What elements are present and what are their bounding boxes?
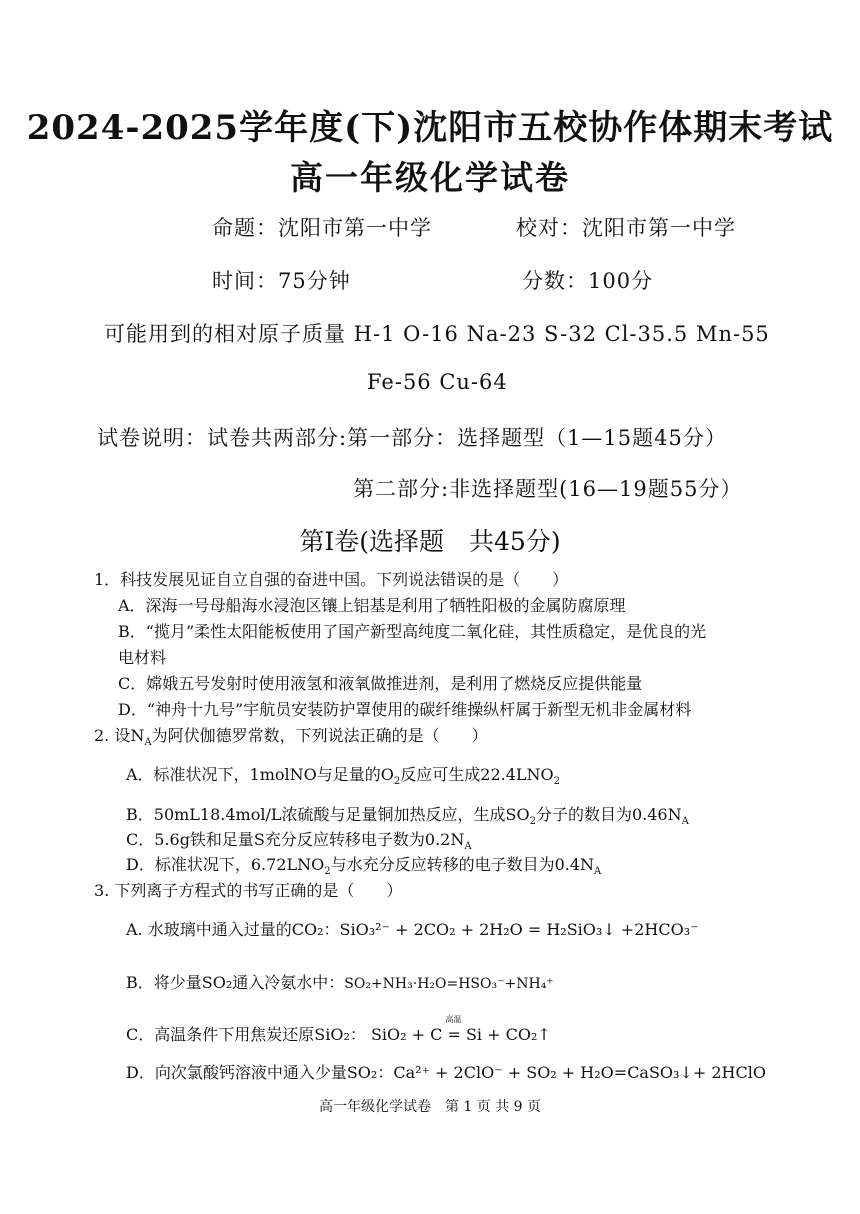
option-b-cont: 电材料 xyxy=(118,648,167,667)
reviewer-line: 校对：沈阳市第一中学 xyxy=(516,216,736,240)
option-c: C．高温条件下用焦炭还原SiO₂： SiO₂ + C 高温 = Si + CO₂↑ xyxy=(126,1015,551,1044)
question-stem: 2. 设$N_A$为阿伏伽德罗常数，下列说法正确的是（ ） xyxy=(94,726,488,749)
option-b: B．“揽月”柔性太阳能板使用了国产新型高纯度二氧化硅，其性质稳定，是优良的光 xyxy=(118,622,707,641)
option-b: B．50mL18.4mol/L浓硫酸与足量铜加热反应，生成$SO_2$分子的数目为$0.46N_A$ xyxy=(126,805,689,828)
reaction-condition: 高温 xyxy=(445,1015,462,1024)
option-c: C．嫦娥五号发射时使用液氢和液氧做推进剂，是利用了燃烧反应提供能量 xyxy=(118,674,643,693)
instructions-cont: 第二部分:非选择题型(16—19题55分） xyxy=(353,477,743,501)
option-d: D．向次氯酸钙溶液中通入少量SO₂：Ca²⁺ + 2ClO⁻ + SO₂ + H₂O=CaSO₃↓+ 2HClO xyxy=(126,1063,766,1082)
equation: Ca²⁺ + 2ClO⁻ + SO₂ + H₂O=CaSO₃↓+ 2HClO xyxy=(393,1063,766,1082)
time-line: 时间：75分钟 xyxy=(212,269,351,293)
option-b: B．将少量SO₂通入冷氨水中：SO₂+NH₃·H₂O=HSO₃⁻+NH₄⁺ xyxy=(126,973,554,992)
exam-subtitle: 高一年级化学试卷 xyxy=(290,158,570,197)
option-c: C．5.6g铁和足量S充分反应转移电子数为$0.2N_A$ xyxy=(126,830,472,853)
question-stem: 3. 下列离子方程式的书写正确的是（ ） xyxy=(94,881,403,900)
page-footer: 高一年级化学试卷 第 1 页 共 9 页 xyxy=(318,1099,542,1115)
atomic-masses-cont: Fe-56 Cu-64 xyxy=(367,370,508,394)
equation: SO₂+NH₃·H₂O=HSO₃⁻+NH₄⁺ xyxy=(344,976,554,992)
option-a: A．标准状况下，1molNO与足量的$O_2$反应可生成$22.4LNO_2$ xyxy=(126,765,561,788)
equation: SiO₃²⁻ + 2CO₂ + 2H₂O = H₂SiO₃↓ +2HCO₃⁻ xyxy=(339,920,699,939)
section-title: 第Ⅰ卷(选择题 共45分) xyxy=(299,527,561,556)
equation: SiO₂ + C 高温 = Si + CO₂↑ xyxy=(370,1015,551,1044)
option-d: D．标准状况下，$6.72LNO_2$与水充分反应转移的电子数目为$0.4N_A$ xyxy=(126,855,602,878)
instructions: 试卷说明：试卷共两部分:第一部分：选择题型（1—15题45分） xyxy=(97,426,727,450)
atomic-masses: 可能用到的相对原子质量 H-1 O-16 Na-23 S-32 Cl-35.5 Mn-55 xyxy=(104,322,770,346)
exam-title: 2024-2025学年度(下)沈阳市五校协作体期末考试 xyxy=(26,108,834,148)
score-line: 分数：100分 xyxy=(522,269,654,293)
question-stem: 1．科技发展见证自立自强的奋进中国。下列说法错误的是（ ） xyxy=(94,570,569,589)
option-a: A. 水玻璃中通入过量的CO₂：SiO₃²⁻ + 2CO₂ + 2H₂O = H₂SiO₃↓ +2HCO₃⁻ xyxy=(126,920,699,939)
author-line: 命题：沈阳市第一中学 xyxy=(212,216,432,240)
option-a: A．深海一号母船海水浸泡区镶上铝基是利用了牺牲阳极的金属防腐原理 xyxy=(118,596,626,615)
option-d: D．“神舟十九号”宇航员安装防护罩使用的碳纤维操纵杆属于新型无机非金属材料 xyxy=(118,700,692,719)
